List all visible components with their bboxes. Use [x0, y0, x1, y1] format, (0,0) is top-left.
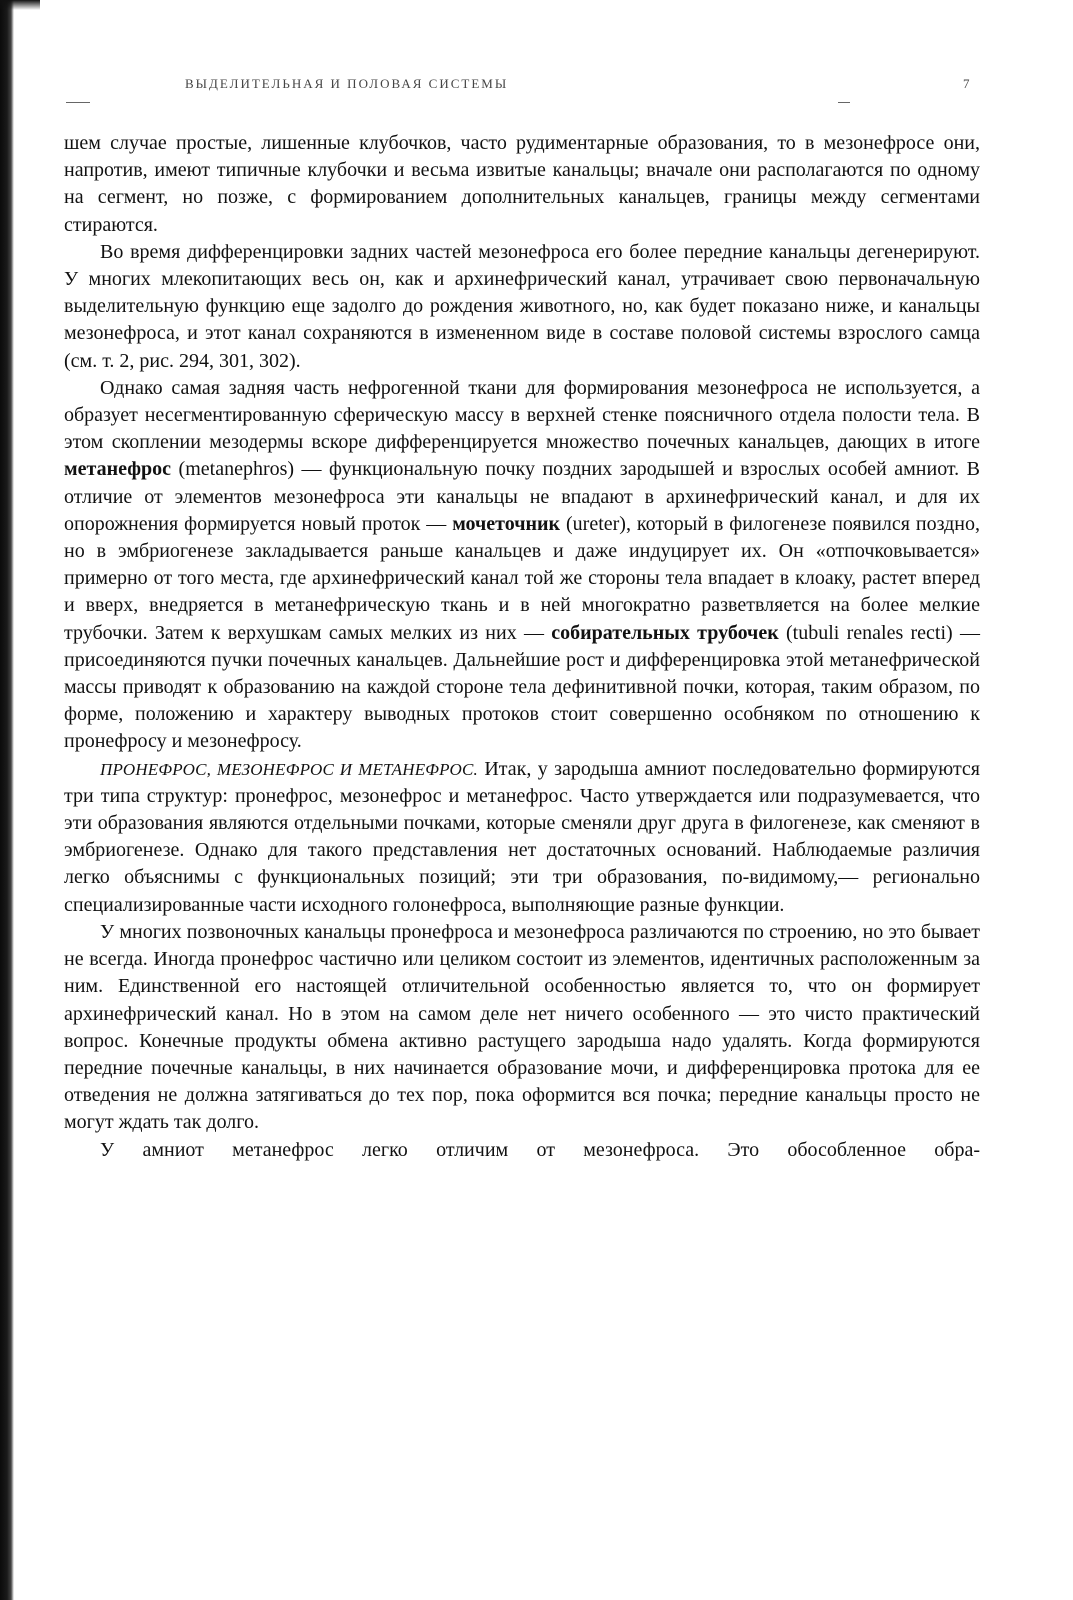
term-collecting-tubules: собирательных трубочек	[551, 621, 779, 644]
head-rule-right	[838, 102, 850, 103]
paragraph-4	[64, 756, 980, 919]
running-head-title: ВЫДЕЛИТЕЛЬНАЯ И ПОЛОВАЯ СИСТЕМЫ	[185, 76, 509, 91]
paragraph-3	[64, 375, 980, 756]
paragraph-3-text-4: (tubuli renales recti) — присоединяются пучки почечных канальцев. Дальнейшие рост и дифференцировка этой метанефрической массы приводят к образованию на каждой стороне тела дефинитивной почки, которая, таким образом, по форме, положению и характеру выводных протоков стоит совершенно особняком по отношению к пронефросу и мезонефросу.	[64, 621, 980, 753]
term-metanephros: метанефрос	[64, 458, 172, 481]
page-number: 7	[963, 76, 970, 91]
paragraph-3-text-1: Однако самая задняя часть нефрогенной ткани для формирования мезонефроса не используется, а образует несегментированную сферическую массу в верхней стенке поясничного отдела полости тела. В этом скоплении мезодермы вскоре дифференцируется множество почечных канальцев, дающих в итоге	[64, 376, 980, 454]
scan-page-edge	[0, 0, 14, 1600]
running-head	[0, 76, 1073, 106]
paragraph-5: У многих позвоночных канальцы пронефроса и мезонефроса различаются по строению, но это бывает не всегда. Иногда пронефрос частично или целиком состоит из элементов, идентичных расположенным за ним. Единственной его настоящей отличительной особенностью является то, что он формирует архинефрический канал. Но в этом на самом деле нет ничего особенного — это чисто практический вопрос. Конечные продукты обмена активно растущего зародыша надо удалять. Когда формируются передние почечные канальцы, в них начинается образование мочи, и дифференцировка протока для ее отведения не должна затягиваться до тех пор, пока оформится вся почка; передние канальцы просто не могут ждать так долго.	[64, 920, 980, 1134]
paragraph-3-text-3: (ureter), который в филогенезе появился поздно, но в эмбриогенезе закладывается раньше канальцев и даже индуцирует их. Он «отпочковывается» примерно от того места, где архинефрический канал той же стороны тела впадает в клоаку, растет вперед и вверх, внедряется в метанефрическую ткань и в ней многократно разветвляется на более мелкие трубочки. Затем к верхушкам самых мелких из них —	[64, 512, 980, 644]
paragraph-1: шем случае простые, лишенные клубочков, часто рудиментарные образования, то в мезонефросе они, напротив, имеют типичные клубочки и весьма извитые канальцы; вначале они располагаются по одному на сегмент, но позже, с формированием дополнительных канальцев, границы между сегментами стираются.	[64, 132, 980, 236]
paragraph-2: Во время дифференцировки задних частей мезонефроса его более передние канальцы дегенерируют. У многих млекопитающих весь он, как и архинефрический канал, утрачивает свою первоначальную выделительную функцию еще задолго до рождения животного, но, как будет показано ниже, и канальцы мезонефроса, и этот канал сохраняются в измененном виде в составе половой системы взрослого самца (см. т. 2, рис. 294, 301, 302).	[64, 240, 980, 372]
text-body	[64, 130, 980, 1164]
paragraph-3-text-2: (metanephros) — функциональную почку поздних зародышей и взрослых особей амниот. В отличие от элементов мезонефроса эти канальцы не впадают в архинефрический канал, и для их опорожнения формируется новый проток —	[64, 458, 980, 535]
paragraph-6: У амниот метанефрос легко отличим от мезонефроса. Это обособленное обра-	[100, 1138, 980, 1161]
term-ureter: мочеточник	[452, 512, 561, 535]
scan-page-corner	[0, 0, 40, 10]
section-heading: ПРОНЕФРОС, МЕЗОНЕФРОС И МЕТАНЕФРОС.	[100, 759, 478, 779]
paragraph-4-text: Итак, у зародыша амниот последовательно формируются три типа структур: пронефрос, мезонефрос и метанефрос. Часто утверждается или подразумевается, что эти образования являются отдельными почками, которые сменяли друг друга в филогенезе, как сменяют в эмбриогенезе. Однако для такого представления нет достаточных оснований. Наблюдаемые различия легко объяснимы с функциональных позиций; эти три образования, по-видимому,— регионально специализированные части исходного голонефроса, выполняющие разные функции.	[64, 757, 980, 916]
head-rule-left	[66, 102, 90, 103]
